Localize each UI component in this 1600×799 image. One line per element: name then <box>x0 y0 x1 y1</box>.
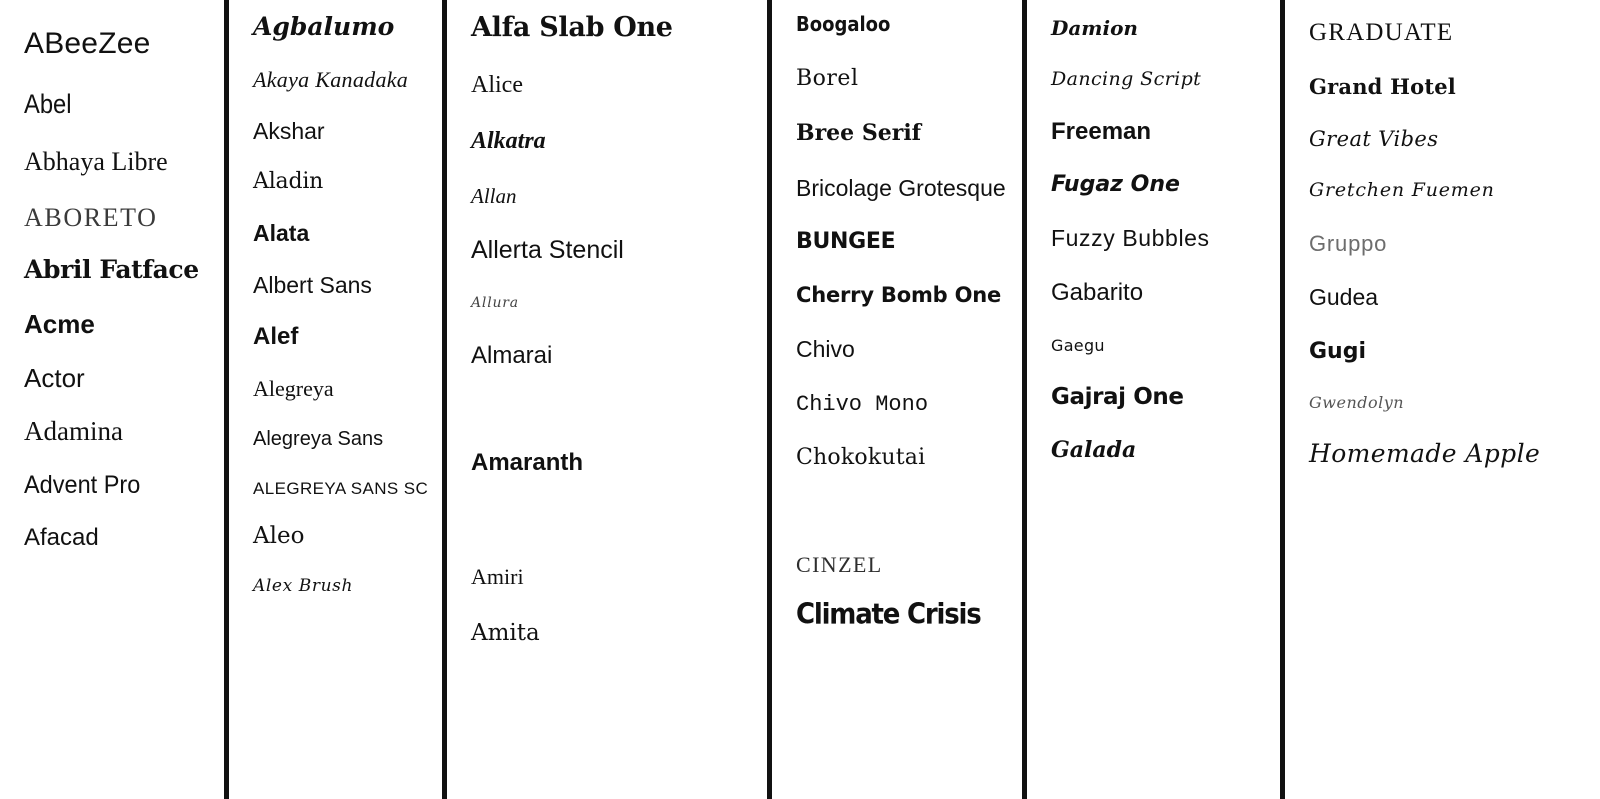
font-sample-galada: Galada <box>1051 437 1137 464</box>
font-sample-cinzel: CINZEL <box>796 551 883 577</box>
font-sample-gugi: Gugi <box>1309 338 1367 364</box>
font-sample-alata: Alata <box>253 219 310 246</box>
font-sample-alegreya-sans: Alegreya Sans <box>253 428 384 451</box>
font-sample-agbalumo: Agbalumo <box>253 12 395 41</box>
font-sample-bungee: BUNGEE <box>796 229 896 255</box>
font-sample-aleo: Aleo <box>253 522 305 549</box>
font-sample-alef: Alef <box>253 322 299 350</box>
font-sample-cherry-bomb-one: Cherry Bomb One <box>796 283 1002 308</box>
font-sample-climate-crisis: Climate Crisis <box>796 598 981 632</box>
font-sample-homemade-apple: Homemade Apple <box>1309 439 1541 469</box>
font-sample-damion: Damion <box>1051 16 1138 40</box>
font-sample-alegreya: Alegreya <box>253 376 334 402</box>
font-sample-allerta-stencil: Allerta Stencil <box>471 235 624 264</box>
font-sample-afacad: Afacad <box>24 523 99 551</box>
font-sample-aboreto: ABORETO <box>24 203 158 233</box>
font-sample-fuzzy-bubbles: Fuzzy Bubbles <box>1051 225 1210 252</box>
font-sample-advent-pro: Advent Pro <box>24 470 141 499</box>
font-column-1 <box>0 0 224 799</box>
font-sample-gaegu: Gaegu <box>1051 335 1105 355</box>
font-sample-dancing-script: Dancing Script <box>1051 68 1202 90</box>
font-sample-amaranth: Amaranth <box>471 448 584 476</box>
font-sample-grand-hotel: Grand Hotel <box>1309 74 1456 100</box>
font-column-5 <box>1022 0 1280 799</box>
font-sample-actor: Actor <box>24 362 85 393</box>
font-sample-gajraj-one: Gajraj One <box>1051 384 1184 411</box>
font-sample-abril-fatface: Abril Fatface <box>24 255 199 285</box>
font-sample-alice: Alice <box>471 72 523 99</box>
font-sample-alkatra: Alkatra <box>471 127 546 154</box>
font-sample-great-vibes: Great Vibes <box>1309 127 1439 152</box>
font-sample-allan: Allan <box>471 183 517 208</box>
font-sample-amita: Amita <box>471 620 540 647</box>
font-sample-almarai: Almarai <box>471 341 553 369</box>
font-column-2 <box>224 0 442 799</box>
font-sample-gwendolyn: Gwendolyn <box>1309 392 1405 412</box>
font-sample-fugaz-one: Fugaz One <box>1051 172 1180 198</box>
font-sample-akshar: Akshar <box>253 118 325 145</box>
font-sample-chokokutai: Chokokutai <box>796 444 926 470</box>
font-sample-allura: Allura <box>471 295 519 312</box>
font-sample-alfa-slab-one: Alfa Slab One <box>471 12 673 43</box>
font-sample-abeezee: ABeeZee <box>24 27 151 60</box>
font-sample-gabarito: Gabarito <box>1051 279 1144 307</box>
font-sample-akaya-kanadaka: Akaya Kanadaka <box>253 67 409 93</box>
font-sample-bricolage-grotesque: Bricolage Grotesque <box>796 175 1006 202</box>
font-sample-amiri: Amiri <box>471 564 524 590</box>
font-sample-abel: Abel <box>24 88 72 119</box>
font-sample-acme: Acme <box>24 308 95 339</box>
font-column-4 <box>767 0 1022 799</box>
font-sample-albert-sans: Albert Sans <box>253 271 372 298</box>
font-sample-adamina: Adamina <box>24 416 123 447</box>
font-sample-freeman: Freeman <box>1051 117 1152 145</box>
font-sample-gudea: Gudea <box>1309 284 1379 311</box>
font-sample-abhaya-libre: Abhaya Libre <box>24 146 168 176</box>
font-sample-alex-brush: Alex Brush <box>253 576 354 597</box>
font-sample-aladin: Aladin <box>253 169 324 195</box>
font-sample-gretchen-fuemen: Gretchen Fuemen <box>1309 179 1495 202</box>
font-sample-gruppo: Gruppo <box>1309 231 1388 257</box>
font-sample-bree-serif: Bree Serif <box>796 120 922 147</box>
font-sample-borel: Borel <box>796 66 859 91</box>
font-sample-graduate: GRADUATE <box>1309 19 1454 46</box>
font-column-6 <box>1280 0 1600 799</box>
font-column-3 <box>442 0 767 799</box>
font-sample-boogaloo: Boogaloo <box>796 12 891 36</box>
font-sample-chivo: Chivo <box>796 336 855 363</box>
font-sample-chivo-mono: Chivo Mono <box>796 391 929 417</box>
font-sample-alegreya-sans-sc: ALEGREYA SANS SC <box>253 479 429 499</box>
